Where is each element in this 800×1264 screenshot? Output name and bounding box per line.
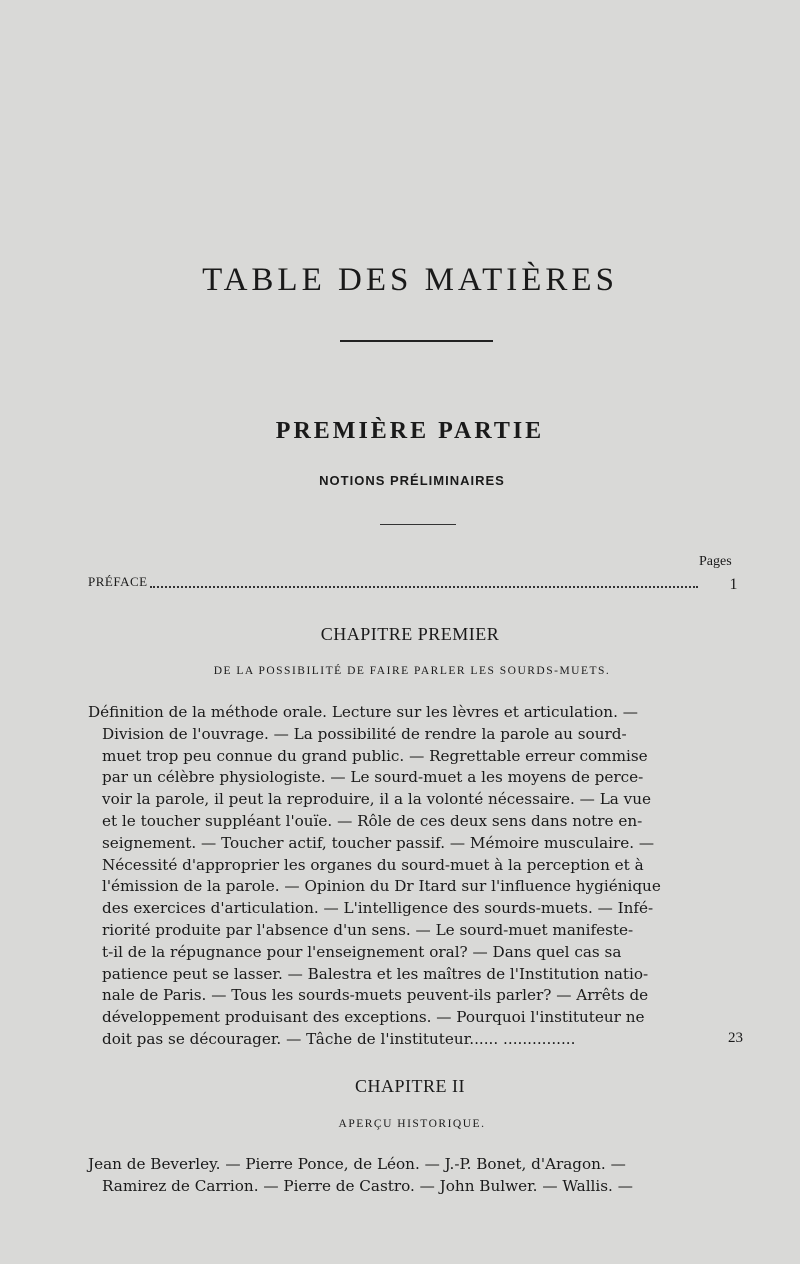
summary-line: nale de Paris. — Tous les sourds-muets peuvent-ils parler? — Arrêts de bbox=[102, 986, 649, 1005]
summary-line: voir la parole, il peut la reproduire, il a la volonté nécessaire. — La vue bbox=[102, 790, 652, 809]
summary-line: des exercices d'articulation. — L'intelligence des sourds-muets. — Infé- bbox=[102, 899, 654, 918]
title-divider bbox=[340, 340, 493, 342]
summary-line: seignement. — Toucher actif, toucher passif. — Mémoire musculaire. — bbox=[102, 833, 655, 852]
preface-label: PRÉFACE bbox=[88, 574, 148, 589]
chapter-1-summary bbox=[88, 702, 698, 1051]
toc-entry-preface[interactable] bbox=[88, 574, 738, 596]
summary-line bbox=[88, 1029, 698, 1051]
chapter-2-subtitle: APERÇU HISTORIQUE. bbox=[338, 1118, 486, 1130]
summary-line: muet trop peu connue du grand public. — Regrettable erreur commise bbox=[102, 746, 648, 765]
part-divider bbox=[380, 524, 456, 525]
pages-column-label: Pages bbox=[699, 554, 732, 569]
summary-line: riorité produite par l'absence d'un sens. — Le sourd-muet manifeste- bbox=[102, 920, 634, 939]
part-title: PREMIÈRE PARTIE bbox=[275, 418, 545, 444]
summary-line: Nécessité d'approprier les organes du sourd-muet à la perception et à bbox=[102, 855, 644, 874]
summary-line: l'émission de la parole. — Opinion du Dr Itard sur l'influence hygiénique bbox=[102, 877, 661, 896]
page-title: TABLE DES MATIÈRES bbox=[202, 262, 618, 298]
summary-line: patience peut se lasser. — Balestra et les maîtres de l'Institution natio- bbox=[102, 964, 649, 983]
summary-line: Ramirez de Carrion. — Pierre de Castro. — John Bulwer. — Wallis. — bbox=[102, 1176, 633, 1195]
summary-line: et le toucher suppléant l'ouïe. — Rôle de ces deux sens dans notre en- bbox=[102, 811, 643, 830]
preface-page-number: 1 bbox=[729, 576, 738, 593]
summary-line: par un célèbre physiologiste. — Le sourd-muet a les moyens de perce- bbox=[102, 768, 644, 787]
summary-line: t-il de la répugnance pour l'enseignement oral? — Dans quel cas sa bbox=[102, 942, 622, 961]
chapter-2-summary bbox=[88, 1154, 698, 1198]
summary-last-line-text: doit pas se décourager. — Tâche de l'instituteur...... ............... bbox=[102, 1029, 576, 1048]
chapter-1-subtitle: DE LA POSSIBILITÉ DE FAIRE PARLER LES SOURDS-MUETS. bbox=[213, 665, 611, 677]
leader-dots bbox=[150, 586, 698, 588]
summary-line: développement produisant des exceptions. — Pourquoi l'instituteur ne bbox=[102, 1008, 645, 1027]
summary-line: Définition de la méthode orale. Lecture sur les lèvres et articulation. — bbox=[88, 703, 638, 721]
summary-line: Jean de Beverley. — Pierre Ponce, de Léon. — J.-P. Bonet, d'Aragon. — bbox=[88, 1155, 626, 1173]
summary-line: Division de l'ouvrage. — La possibilité de rendre la parole au sourd- bbox=[102, 724, 627, 743]
part-subtitle: NOTIONS PRÉLIMINAIRES bbox=[319, 473, 505, 488]
chapter-1-page-number: 23 bbox=[728, 1030, 743, 1046]
chapter-1-title[interactable]: CHAPITRE PREMIER bbox=[320, 624, 500, 644]
chapter-2-title[interactable]: CHAPITRE II bbox=[355, 1076, 465, 1096]
